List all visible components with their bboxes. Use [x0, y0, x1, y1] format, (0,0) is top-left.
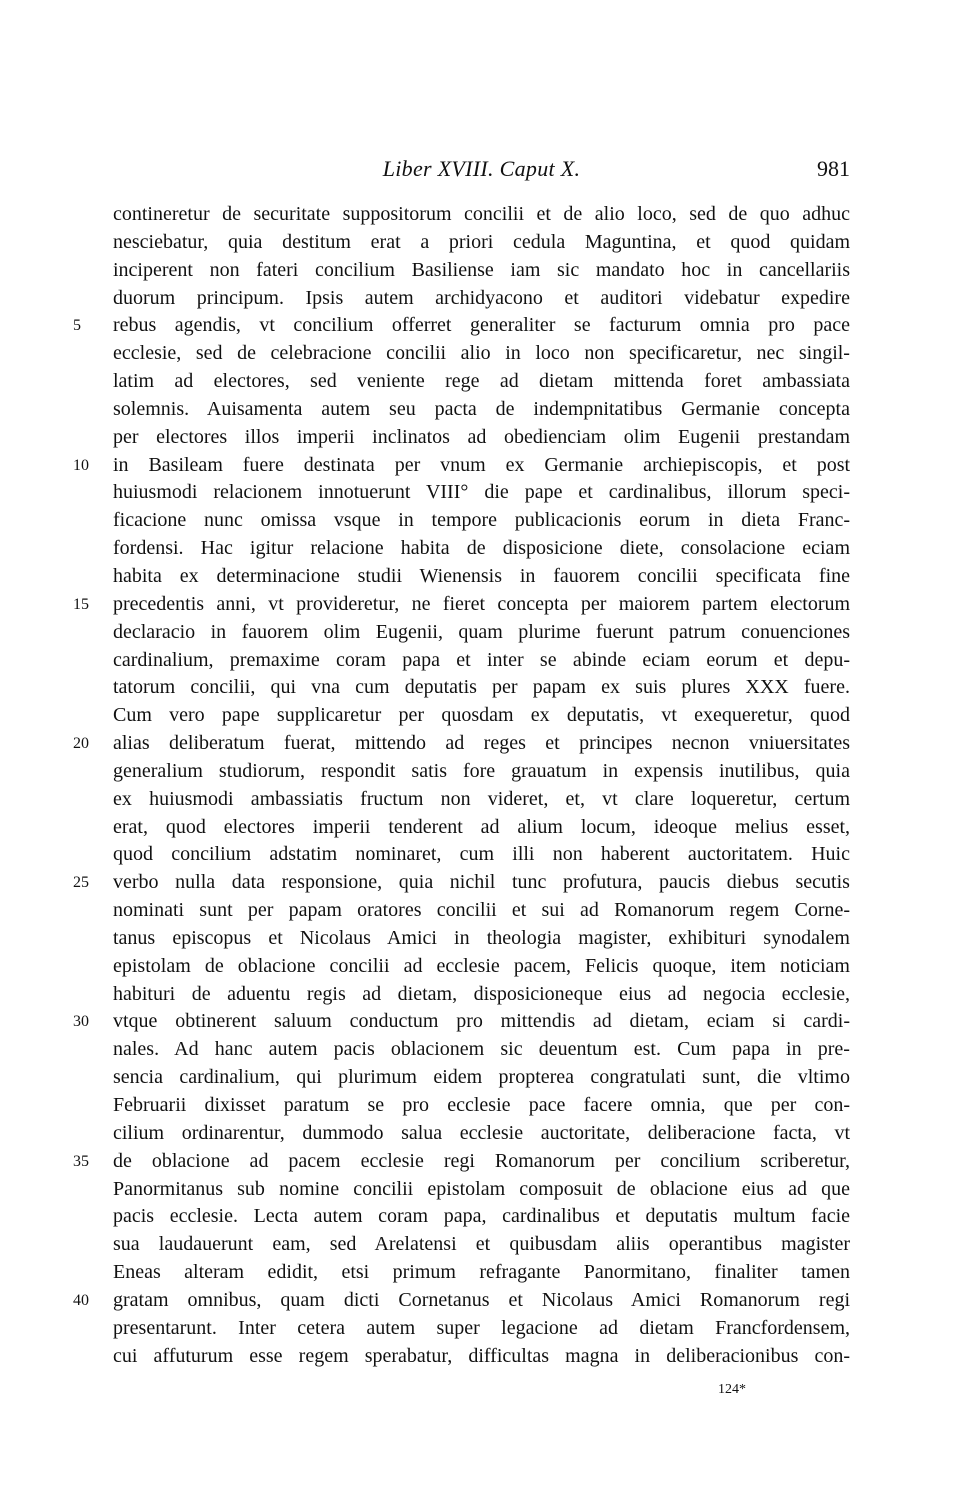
body-text — [73, 201, 851, 1370]
line-number: 35 — [73, 1152, 89, 1170]
text-line — [113, 814, 850, 842]
line-text: sua laudauerunt eam, sed Arelatensi et quibusdam aliis operantibus magister — [113, 1233, 851, 1256]
line-text: pacis ecclesie. Lecta autem coram papa, cardinalibus et deputatis multum facie — [113, 1205, 851, 1228]
text-line — [113, 285, 850, 313]
page-header — [113, 156, 850, 186]
line-text: vtque obtinerent saluum conductum pro mittendis ad dietam, eciam si cardi- — [113, 1010, 850, 1033]
line-text: Cum vero pape supplicaretur per quosdam ex deputatis, vt exequeretur, quod — [113, 704, 850, 727]
line-text: verbo nulla data responsione, quia nichil tunc profutura, paucis diebus secutis — [113, 871, 850, 894]
text-line — [113, 841, 850, 869]
line-text: nales. Ad hanc autem pacis oblacionem sic deuentum est. Cum papa in pre- — [113, 1038, 850, 1061]
line-text: ecclesie, sed de celebracione concilii alio in loco non specificaretur, nec singil- — [113, 342, 850, 365]
line-text: sencia cardinalium, qui plurimum eidem propterea congratulati sunt, die vltimo — [113, 1066, 850, 1089]
text-line — [113, 424, 850, 452]
text-line — [113, 702, 850, 730]
line-text: ex huiusmodi ambassiatis fructum non videret, et, vt clare loqueretur, certum — [113, 787, 851, 810]
text-line — [113, 479, 850, 507]
line-text: Eneas alteram edidit, etsi primum refragante Panormitano, finaliter tamen — [113, 1261, 850, 1284]
text-line — [113, 1092, 850, 1120]
line-text: nominati sunt per papam oratores concilii et sui ad Romanorum regem Corne- — [113, 899, 851, 922]
text-line — [113, 1203, 850, 1231]
line-text: per electores illos imperii inclinatos ad obedienciam olim Eugenii prestandam — [113, 425, 851, 448]
text-line — [73, 869, 850, 897]
line-text: duorum principum. Ipsis autem archidyacono et auditori videbatur expedire — [113, 286, 850, 309]
line-text: inciperent non fateri concilium Basiliense iam sic mandato hoc in cancellariis — [113, 258, 850, 281]
line-text: presentarunt. Inter cetera autem super legacione ad dietam Francfordensem, — [113, 1316, 851, 1339]
text-line — [113, 563, 850, 591]
text-line — [113, 340, 850, 368]
line-number: 20 — [73, 735, 89, 753]
text-line — [73, 1008, 850, 1036]
text-line — [113, 535, 850, 563]
line-text: tatorum concilii, qui vna cum deputatis per papam ex suis plures XXX fuere. — [113, 676, 850, 699]
line-number: 5 — [73, 317, 81, 335]
text-line — [73, 452, 851, 480]
line-text: quod concilium adstatim nominaret, cum illi non haberent auctoritatem. Huic — [113, 843, 850, 866]
line-text: de oblacione ad pacem ecclesie regi Romanorum per concilium scriberetur, — [113, 1149, 851, 1172]
text-line — [113, 257, 850, 285]
line-text: nesciebatur, quia destitum erat a priori cedula Maguntina, et quod quidam — [113, 230, 851, 253]
text-line — [113, 229, 850, 257]
line-number: 30 — [73, 1013, 89, 1031]
text-line — [113, 758, 850, 786]
line-number: 25 — [73, 874, 89, 892]
line-text: erat, quod electores imperii tenderent ad alium locum, ideoque melius esset, — [113, 815, 851, 838]
line-text: huiusmodi relacionem innotuerunt VIII° die pape et cardinalibus, illorum speci- — [113, 481, 851, 504]
text-line — [73, 1287, 850, 1315]
text-line — [113, 1315, 850, 1343]
line-text: contineretur de securitate suppositorum concilii et de alio loco, sed de quo adhuc — [113, 203, 851, 225]
text-line — [113, 368, 850, 396]
text-line — [113, 1036, 850, 1064]
text-line — [113, 925, 850, 953]
line-text: latim ad electores, sed veniente rege ad dietam mittenda foret ambassiata — [113, 370, 850, 393]
line-text: Panormitanus sub nomine concilii epistolam composuit de oblacione eius ad que — [113, 1177, 851, 1200]
line-text: habituri de aduentu regis ad dietam, disposicioneque eius ad negocia ecclesie, — [113, 982, 851, 1005]
text-line — [113, 1064, 850, 1092]
text-line — [113, 1120, 850, 1148]
text-line — [113, 674, 850, 702]
line-text: epistolam de oblacione concilii ad ecclesie pacem, Felicis quoque, item noticiam — [113, 954, 850, 977]
line-number: 15 — [73, 595, 89, 613]
text-line — [113, 897, 850, 925]
text-line — [73, 730, 850, 758]
line-text: declaracio in fauorem olim Eugenii, quam plurime fuerunt patrum conuenciones — [113, 620, 850, 643]
text-line — [73, 591, 851, 619]
text-line — [113, 1259, 850, 1287]
line-text: in Basileam fuere destinata per vnum ex Germanie archiepiscopis, et post — [113, 453, 851, 476]
line-text: cui affuturum esse regem sperabatur, difficultas magna in deliberacionibus con- — [113, 1344, 851, 1367]
text-line — [113, 1343, 850, 1371]
line-text: rebus agendis, vt concilium offerret generaliter se facturum omnia pro pace — [113, 314, 850, 337]
line-text: fordensi. Hac igitur relacione habita de disposicione diete, consolacione eciam — [113, 537, 850, 560]
line-number: 40 — [73, 1291, 89, 1309]
line-text: habita ex determinacione studii Wienensis in fauorem concilii specificata fine — [113, 564, 851, 587]
text-line — [113, 201, 850, 229]
text-line — [113, 507, 850, 535]
text-line — [113, 647, 850, 675]
line-text: generalium studiorum, respondit satis fore grauatum in expensis inutilibus, quia — [113, 759, 850, 782]
text-line — [73, 1148, 851, 1176]
text-line — [113, 953, 850, 981]
line-number: 10 — [73, 456, 89, 474]
text-line — [113, 619, 850, 647]
line-text: precedentis anni, vt provideretur, ne fieret concepta per maiorem partem electorum — [113, 592, 851, 615]
signature-mark: 124* — [718, 1382, 746, 1397]
running-title: Liber XVIII. Caput X. — [382, 156, 581, 181]
text-line — [113, 396, 850, 424]
line-text: cilium ordinarentur, dummodo salua ecclesie auctoritate, deliberacione facta, vt — [113, 1121, 851, 1144]
text-line — [113, 786, 850, 814]
line-text: solemnis. Auisamenta autem seu pacta de indempnitatibus Germanie concepta — [113, 397, 850, 420]
text-line — [113, 1231, 850, 1259]
text-line — [113, 1176, 850, 1204]
page-number: 981 — [817, 156, 850, 181]
line-text: cardinalium, premaxime coram papa et inter se abinde eciam eorum et depu- — [113, 648, 851, 671]
line-text: Februarii dixisset paratum se pro ecclesie pace facere omnia, que per con- — [113, 1094, 851, 1116]
text-line — [113, 981, 850, 1009]
line-text: ficacione nunc omissa vsque in tempore publicacionis eorum in dieta Franc- — [113, 509, 851, 532]
text-line — [73, 312, 850, 340]
line-text: tanus episcopus et Nicolaus Amici in theologia magister, exhibituri synodalem — [113, 926, 850, 949]
line-text: gratam omnibus, quam dicti Cornetanus et Nicolaus Amici Romanorum regi — [113, 1288, 850, 1311]
line-text: alias deliberatum fuerat, mittendo ad reges et principes necnon vniuersitates — [113, 732, 850, 755]
